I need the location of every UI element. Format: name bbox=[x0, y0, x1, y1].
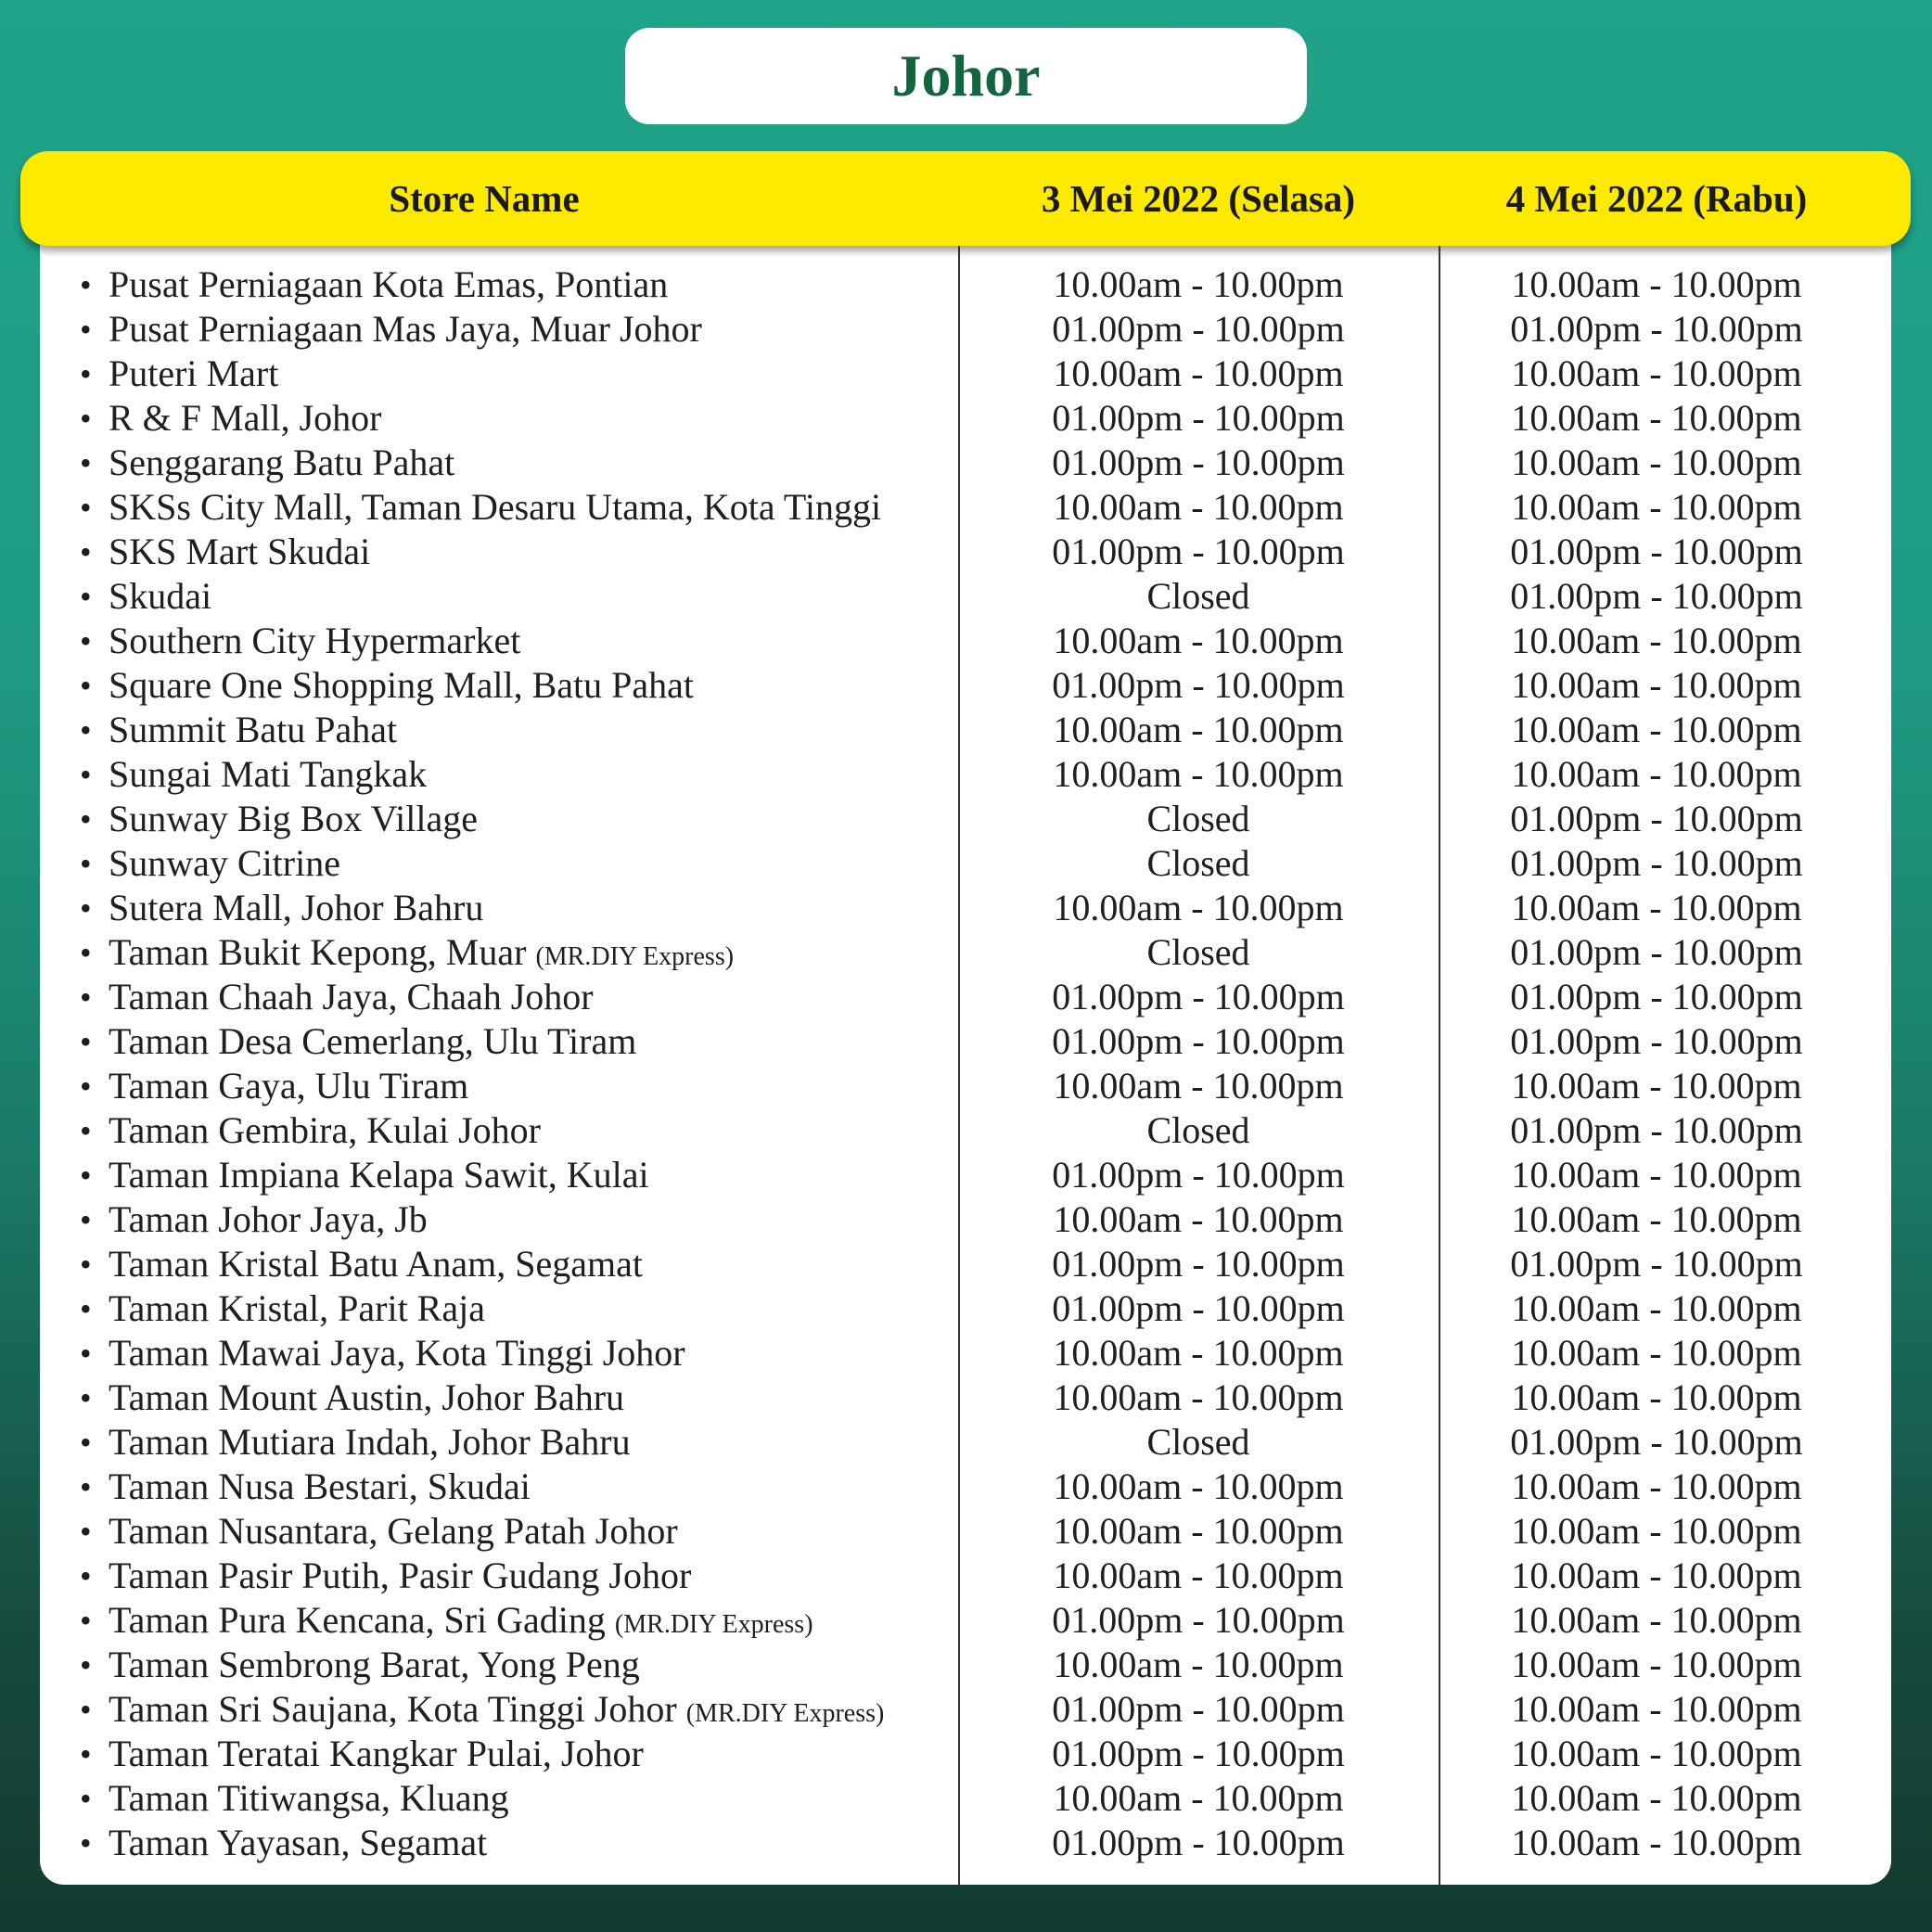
table-row bbox=[0, 574, 1932, 619]
store-name bbox=[109, 1598, 813, 1647]
table-header bbox=[20, 151, 1911, 246]
hours-day2: 10.00am - 10.00pm bbox=[1511, 1733, 1802, 1774]
store-name bbox=[109, 930, 734, 979]
store-name bbox=[109, 1509, 678, 1554]
bullet-icon: • bbox=[80, 1646, 92, 1683]
bullet-icon: • bbox=[80, 1379, 92, 1416]
bullet-icon: • bbox=[80, 578, 92, 615]
hours-day1: 01.00pm - 10.00pm bbox=[1052, 531, 1345, 572]
hours-day2: 10.00am - 10.00pm bbox=[1511, 1510, 1802, 1552]
hours-day1: 10.00am - 10.00pm bbox=[1053, 709, 1344, 750]
store-name-text: Skudai bbox=[109, 575, 212, 617]
hours-day2: 10.00am - 10.00pm bbox=[1511, 1332, 1802, 1374]
store-name-text: Taman Titiwangsa, Kluang bbox=[109, 1777, 509, 1819]
hours-day2: 01.00pm - 10.00pm bbox=[1510, 1243, 1803, 1285]
hours-day2: 01.00pm - 10.00pm bbox=[1510, 308, 1803, 350]
bullet-icon: • bbox=[80, 355, 92, 392]
store-name bbox=[109, 886, 483, 930]
store-name bbox=[109, 1643, 640, 1687]
store-name bbox=[109, 797, 478, 841]
store-name bbox=[109, 1732, 644, 1776]
table-row bbox=[0, 1465, 1932, 1509]
hours-day1: 01.00pm - 10.00pm bbox=[1052, 1599, 1345, 1641]
bullet-icon: • bbox=[80, 400, 92, 437]
store-name-text: Sunway Citrine bbox=[109, 842, 340, 884]
bullet-icon: • bbox=[80, 1780, 92, 1817]
store-name-text: R & F Mall, Johor bbox=[109, 397, 382, 439]
hours-day1: 10.00am - 10.00pm bbox=[1053, 1065, 1344, 1107]
hours-day2: 10.00am - 10.00pm bbox=[1511, 753, 1802, 795]
bullet-icon: • bbox=[80, 800, 92, 838]
store-name-text: Taman Sri Saujana, Kota Tinggi Johor bbox=[109, 1688, 677, 1730]
store-name bbox=[109, 396, 381, 441]
hours-day1: 01.00pm - 10.00pm bbox=[1052, 1287, 1345, 1329]
hours-day2: 01.00pm - 10.00pm bbox=[1510, 1109, 1803, 1151]
store-name-text: Taman Nusantara, Gelang Patah Johor bbox=[109, 1510, 678, 1552]
hours-day2: 01.00pm - 10.00pm bbox=[1510, 931, 1803, 973]
hours-day1: 01.00pm - 10.00pm bbox=[1052, 976, 1345, 1017]
store-name-text: Taman Kristal Batu Anam, Segamat bbox=[109, 1243, 643, 1285]
hours-day1: Closed bbox=[1146, 1109, 1250, 1151]
store-name bbox=[109, 708, 397, 752]
column-header-day1: 3 Mei 2022 (Selasa) bbox=[1041, 177, 1356, 220]
table-row bbox=[0, 1286, 1932, 1331]
hours-day1: 01.00pm - 10.00pm bbox=[1052, 441, 1345, 483]
bullet-icon: • bbox=[80, 934, 92, 971]
hours-day1: 10.00am - 10.00pm bbox=[1053, 263, 1344, 305]
store-list bbox=[0, 262, 1932, 1865]
hours-day1: 01.00pm - 10.00pm bbox=[1052, 1020, 1345, 1062]
table-row bbox=[0, 262, 1932, 307]
hours-day1: 01.00pm - 10.00pm bbox=[1052, 1822, 1345, 1863]
hours-day1: 10.00am - 10.00pm bbox=[1053, 1510, 1344, 1552]
hours-day1: Closed bbox=[1146, 798, 1250, 839]
hours-day2: 10.00am - 10.00pm bbox=[1511, 1376, 1802, 1418]
store-name-text: Taman Nusa Bestari, Skudai bbox=[109, 1465, 531, 1507]
store-name bbox=[109, 1019, 636, 1064]
store-name bbox=[109, 752, 427, 797]
hours-day1: 10.00am - 10.00pm bbox=[1053, 352, 1344, 394]
bullet-icon: • bbox=[80, 1557, 92, 1594]
bullet-icon: • bbox=[80, 1824, 92, 1862]
store-name-text: Sutera Mall, Johor Bahru bbox=[109, 887, 484, 928]
bullet-icon: • bbox=[80, 489, 92, 526]
bullet-icon: • bbox=[80, 266, 92, 303]
hours-day2: 10.00am - 10.00pm bbox=[1511, 709, 1802, 750]
hours-day1: 01.00pm - 10.00pm bbox=[1052, 1154, 1345, 1196]
hours-day1: Closed bbox=[1146, 842, 1250, 884]
bullet-icon: • bbox=[80, 667, 92, 704]
table-row bbox=[0, 1197, 1932, 1242]
store-name bbox=[109, 1776, 509, 1821]
table-row bbox=[0, 841, 1932, 886]
hours-day1: 10.00am - 10.00pm bbox=[1053, 753, 1344, 795]
hours-day2: 01.00pm - 10.00pm bbox=[1510, 798, 1803, 839]
store-note: (MR.DIY Express) bbox=[685, 1699, 885, 1728]
table-row bbox=[0, 619, 1932, 663]
bullet-icon: • bbox=[80, 1290, 92, 1327]
bullet-icon: • bbox=[80, 1513, 92, 1550]
hours-day2: 10.00am - 10.00pm bbox=[1511, 887, 1802, 928]
hours-day2: 01.00pm - 10.00pm bbox=[1510, 842, 1803, 884]
hours-day1: 10.00am - 10.00pm bbox=[1053, 1555, 1344, 1596]
hours-day1: 10.00am - 10.00pm bbox=[1053, 486, 1344, 528]
bullet-icon: • bbox=[80, 845, 92, 882]
hours-day2: 10.00am - 10.00pm bbox=[1511, 263, 1802, 305]
table-row bbox=[0, 886, 1932, 930]
bullet-icon: • bbox=[80, 1246, 92, 1283]
table-row bbox=[0, 1643, 1932, 1687]
bullet-icon: • bbox=[80, 1735, 92, 1772]
bullet-icon: • bbox=[80, 622, 92, 659]
table-row bbox=[0, 1242, 1932, 1286]
hours-day1: 01.00pm - 10.00pm bbox=[1052, 1243, 1345, 1285]
table-row bbox=[0, 752, 1932, 797]
store-name bbox=[109, 1242, 643, 1286]
store-name-text: Taman Teratai Kangkar Pulai, Johor bbox=[109, 1733, 644, 1774]
table-row bbox=[0, 708, 1932, 752]
store-name bbox=[109, 1687, 884, 1736]
store-name-text: Taman Gaya, Ulu Tiram bbox=[109, 1065, 469, 1107]
store-name-text: Pusat Perniagaan Kota Emas, Pontian bbox=[109, 263, 669, 305]
bullet-icon: • bbox=[80, 979, 92, 1016]
bullet-icon: • bbox=[80, 889, 92, 927]
store-note: (MR.DIY Express) bbox=[535, 942, 735, 971]
store-name-text: Sunway Big Box Village bbox=[109, 798, 478, 839]
store-name-text: Pusat Perniagaan Mas Jaya, Muar Johor bbox=[109, 308, 702, 350]
store-name-text: Taman Pura Kencana, Sri Gading bbox=[109, 1599, 606, 1641]
hours-day2: 01.00pm - 10.00pm bbox=[1510, 976, 1803, 1017]
hours-day2: 10.00am - 10.00pm bbox=[1511, 1688, 1802, 1730]
store-name bbox=[109, 975, 594, 1019]
store-note: (MR.DIY Express) bbox=[614, 1610, 813, 1639]
store-name-text: Senggarang Batu Pahat bbox=[109, 441, 455, 483]
store-name-text: Summit Batu Pahat bbox=[109, 709, 398, 750]
store-name bbox=[109, 352, 278, 396]
store-name bbox=[109, 441, 454, 485]
hours-day1: Closed bbox=[1146, 931, 1250, 973]
store-name-text: Southern City Hypermarket bbox=[109, 620, 521, 661]
hours-day2: 10.00am - 10.00pm bbox=[1511, 1465, 1802, 1507]
column-header-day2: 4 Mei 2022 (Rabu) bbox=[1505, 177, 1808, 220]
hours-day1: 10.00am - 10.00pm bbox=[1053, 887, 1344, 928]
store-name-text: Taman Gembira, Kulai Johor bbox=[109, 1109, 541, 1151]
hours-day2: 01.00pm - 10.00pm bbox=[1510, 531, 1803, 572]
table-row bbox=[0, 1064, 1932, 1108]
hours-day1: 01.00pm - 10.00pm bbox=[1052, 308, 1345, 350]
bullet-icon: • bbox=[80, 1468, 92, 1505]
hours-day2: 10.00am - 10.00pm bbox=[1511, 1154, 1802, 1196]
store-name bbox=[109, 663, 694, 708]
store-name bbox=[109, 262, 668, 307]
table-row bbox=[0, 797, 1932, 841]
hours-day1: 01.00pm - 10.00pm bbox=[1052, 1733, 1345, 1774]
hours-day1: 10.00am - 10.00pm bbox=[1053, 1198, 1344, 1240]
table-row bbox=[0, 441, 1932, 485]
store-name bbox=[109, 574, 211, 619]
table-row bbox=[0, 1776, 1932, 1821]
bullet-icon: • bbox=[80, 711, 92, 748]
store-name bbox=[109, 841, 340, 886]
store-name-text: Taman Kristal, Parit Raja bbox=[109, 1287, 485, 1329]
hours-day2: 01.00pm - 10.00pm bbox=[1510, 575, 1803, 617]
table-row bbox=[0, 1821, 1932, 1865]
table-row bbox=[0, 307, 1932, 352]
table-row bbox=[0, 1554, 1932, 1598]
bullet-icon: • bbox=[80, 1068, 92, 1105]
store-name bbox=[109, 1420, 631, 1465]
bullet-icon: • bbox=[80, 1424, 92, 1461]
store-name bbox=[109, 1108, 541, 1153]
store-name-text: Taman Mutiara Indah, Johor Bahru bbox=[109, 1421, 631, 1463]
store-name-text: Taman Bukit Kepong, Muar bbox=[109, 931, 527, 973]
store-name bbox=[109, 1197, 428, 1242]
title-box bbox=[625, 28, 1307, 124]
table-row bbox=[0, 485, 1932, 530]
table-row bbox=[0, 1598, 1932, 1643]
store-name bbox=[109, 485, 881, 530]
table-row bbox=[0, 1687, 1932, 1732]
hours-day2: 10.00am - 10.00pm bbox=[1511, 1287, 1802, 1329]
hours-day2: 01.00pm - 10.00pm bbox=[1510, 1421, 1803, 1463]
hours-day1: 01.00pm - 10.00pm bbox=[1052, 664, 1345, 706]
bullet-icon: • bbox=[80, 1602, 92, 1639]
store-name bbox=[109, 619, 520, 663]
store-name-text: Taman Impiana Kelapa Sawit, Kulai bbox=[109, 1154, 649, 1196]
table-row bbox=[0, 352, 1932, 396]
bullet-icon: • bbox=[80, 1023, 92, 1060]
store-name bbox=[109, 530, 370, 574]
bullet-icon: • bbox=[80, 1112, 92, 1149]
table-row bbox=[0, 1331, 1932, 1375]
table-row bbox=[0, 1509, 1932, 1554]
store-name bbox=[109, 1286, 485, 1331]
hours-day2: 10.00am - 10.00pm bbox=[1511, 1822, 1802, 1863]
bullet-icon: • bbox=[80, 533, 92, 570]
hours-day2: 10.00am - 10.00pm bbox=[1511, 1777, 1802, 1819]
store-name-text: Taman Chaah Jaya, Chaah Johor bbox=[109, 976, 594, 1017]
store-name-text: Sungai Mati Tangkak bbox=[109, 753, 428, 795]
store-name-text: Square One Shopping Mall, Batu Pahat bbox=[109, 664, 695, 706]
store-name-text: Puteri Mart bbox=[109, 352, 279, 394]
hours-day1: 10.00am - 10.00pm bbox=[1053, 1376, 1344, 1418]
hours-day2: 10.00am - 10.00pm bbox=[1511, 486, 1802, 528]
table-row bbox=[0, 1153, 1932, 1197]
hours-day2: 10.00am - 10.00pm bbox=[1511, 352, 1802, 394]
table-row bbox=[0, 1420, 1932, 1465]
bullet-icon: • bbox=[80, 1335, 92, 1372]
store-name-text: Taman Desa Cemerlang, Ulu Tiram bbox=[109, 1020, 637, 1062]
store-name bbox=[109, 1554, 691, 1598]
hours-day2: 10.00am - 10.00pm bbox=[1511, 397, 1802, 439]
store-name-text: Taman Johor Jaya, Jb bbox=[109, 1198, 428, 1240]
hours-day1: 10.00am - 10.00pm bbox=[1053, 1644, 1344, 1685]
hours-day2: 10.00am - 10.00pm bbox=[1511, 1599, 1802, 1641]
store-name bbox=[109, 1153, 649, 1197]
table-row bbox=[0, 1019, 1932, 1064]
bullet-icon: • bbox=[80, 1201, 92, 1238]
table-row bbox=[0, 663, 1932, 708]
bullet-icon: • bbox=[80, 1157, 92, 1194]
store-name bbox=[109, 1465, 531, 1509]
page-title: Johor bbox=[891, 43, 1041, 109]
store-name bbox=[109, 1821, 487, 1865]
table-row bbox=[0, 930, 1932, 975]
table-row bbox=[0, 1108, 1932, 1153]
store-name-text: SKS Mart Skudai bbox=[109, 531, 371, 572]
hours-day1: 01.00pm - 10.00pm bbox=[1052, 1688, 1345, 1730]
store-name bbox=[109, 1375, 624, 1420]
bullet-icon: • bbox=[80, 756, 92, 793]
store-name-text: Taman Mount Austin, Johor Bahru bbox=[109, 1376, 625, 1418]
hours-day2: 10.00am - 10.00pm bbox=[1511, 1644, 1802, 1685]
bullet-icon: • bbox=[80, 444, 92, 481]
table-row bbox=[0, 396, 1932, 441]
hours-day1: Closed bbox=[1146, 1421, 1250, 1463]
store-name-text: Taman Mawai Jaya, Kota Tinggi Johor bbox=[109, 1332, 685, 1374]
table-row bbox=[0, 1732, 1932, 1776]
hours-day2: 01.00pm - 10.00pm bbox=[1510, 1020, 1803, 1062]
store-name bbox=[109, 307, 702, 352]
store-name bbox=[109, 1064, 468, 1108]
hours-day1: Closed bbox=[1146, 575, 1250, 617]
hours-day2: 10.00am - 10.00pm bbox=[1511, 441, 1802, 483]
store-name-text: Taman Sembrong Barat, Yong Peng bbox=[109, 1644, 640, 1685]
hours-day2: 10.00am - 10.00pm bbox=[1511, 1065, 1802, 1107]
table-row bbox=[0, 530, 1932, 574]
hours-day1: 01.00pm - 10.00pm bbox=[1052, 397, 1345, 439]
hours-day1: 10.00am - 10.00pm bbox=[1053, 1777, 1344, 1819]
hours-day2: 10.00am - 10.00pm bbox=[1511, 1555, 1802, 1596]
hours-day1: 10.00am - 10.00pm bbox=[1053, 1332, 1344, 1374]
store-name-text: Taman Yayasan, Segamat bbox=[109, 1822, 488, 1863]
table-row bbox=[0, 975, 1932, 1019]
table-row bbox=[0, 1375, 1932, 1420]
column-header-store: Store Name bbox=[389, 177, 580, 220]
store-name-text: SKSs City Mall, Taman Desaru Utama, Kota Tinggi bbox=[109, 486, 882, 528]
hours-day2: 10.00am - 10.00pm bbox=[1511, 620, 1802, 661]
hours-day1: 10.00am - 10.00pm bbox=[1053, 620, 1344, 661]
bullet-icon: • bbox=[80, 1691, 92, 1728]
hours-day2: 10.00am - 10.00pm bbox=[1511, 1198, 1802, 1240]
hours-day2: 10.00am - 10.00pm bbox=[1511, 664, 1802, 706]
store-name bbox=[109, 1331, 685, 1375]
bullet-icon: • bbox=[80, 311, 92, 348]
store-name-text: Taman Pasir Putih, Pasir Gudang Johor bbox=[109, 1555, 692, 1596]
hours-day1: 10.00am - 10.00pm bbox=[1053, 1465, 1344, 1507]
